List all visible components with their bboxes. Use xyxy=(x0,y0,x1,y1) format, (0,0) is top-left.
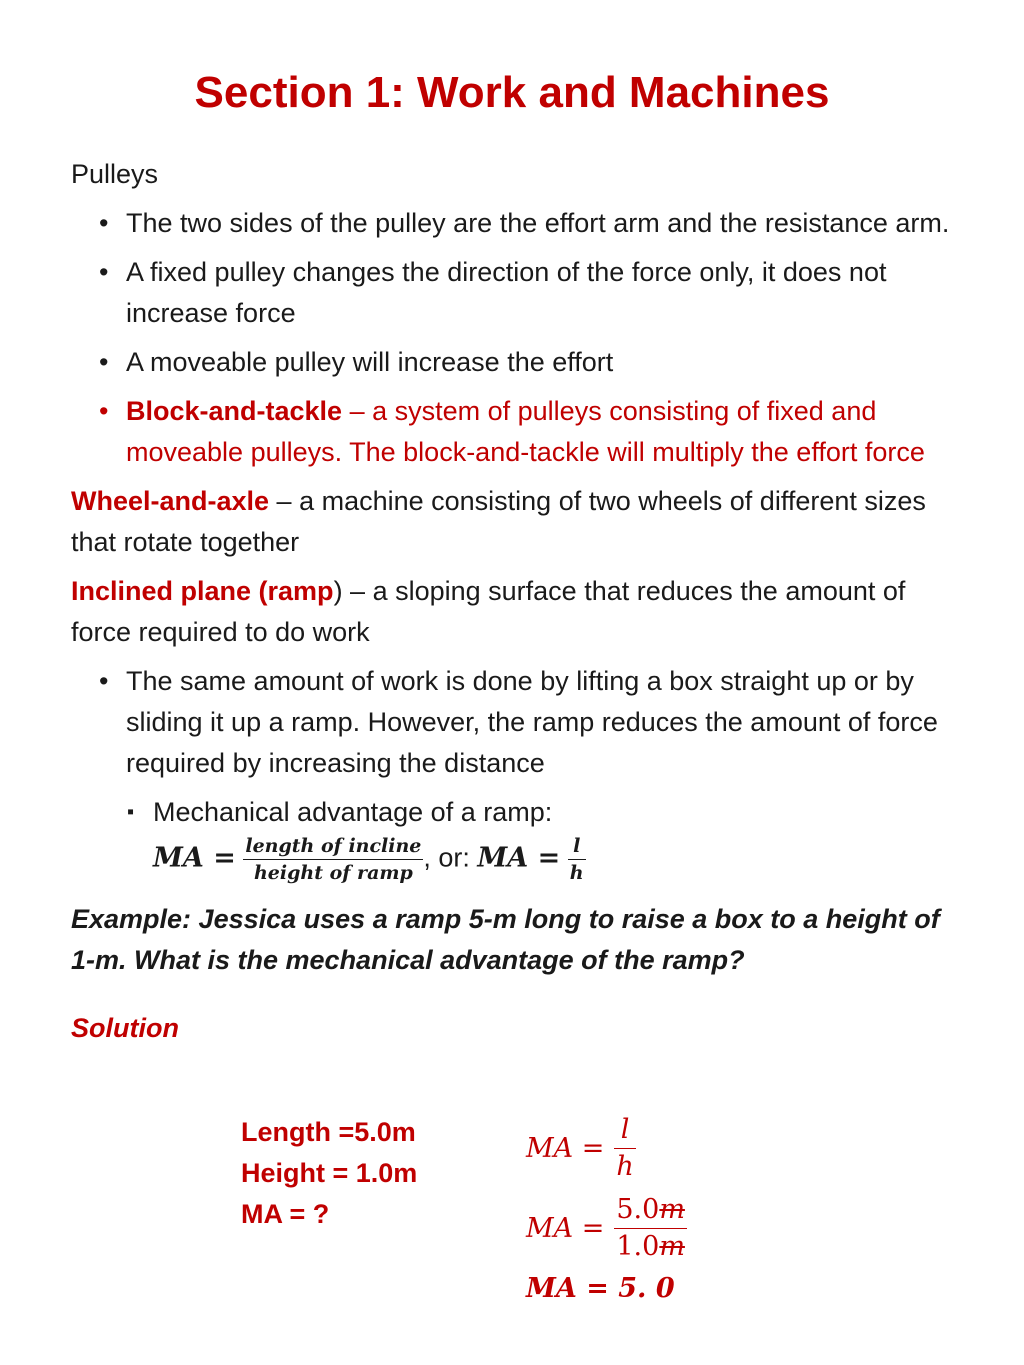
step2-numerator-value: 5.0 xyxy=(616,1193,660,1225)
step2-numerator xyxy=(614,1192,687,1229)
list-item: • A moveable pulley will increase the effort xyxy=(71,342,971,383)
formula-numerator: length of incline xyxy=(243,833,423,860)
formula-fraction xyxy=(243,833,423,886)
step1-lhs: MA = xyxy=(526,1132,605,1164)
list-item-block-and-tackle xyxy=(71,391,971,473)
given-ma: MA = ? xyxy=(241,1199,330,1229)
step2-fraction xyxy=(614,1192,687,1265)
list-item: • A fixed pulley changes the direction of the force only, it does not increase force xyxy=(71,252,971,334)
given-height: Height = 1.0m xyxy=(241,1158,418,1188)
step1-denominator: h xyxy=(616,1150,634,1182)
term-wheel-and-axle: Wheel-and-axle xyxy=(71,486,270,516)
solution-steps xyxy=(526,1108,687,1308)
step1-fraction xyxy=(614,1112,635,1185)
step2-denominator-unit: m xyxy=(659,1230,685,1262)
ramp-ma-formula xyxy=(153,833,971,895)
list-item: • The two sides of the pulley are the effort arm and the resistance arm. xyxy=(71,203,971,244)
formula-lhs-short: MA = xyxy=(477,842,561,874)
given-values xyxy=(241,1112,417,1235)
formula-numerator-short: l xyxy=(568,833,586,860)
wheel-and-axle-paragraph xyxy=(71,481,971,563)
step2-lhs: MA = xyxy=(526,1212,605,1244)
slide-content xyxy=(71,154,971,1076)
step2-numerator-unit: m xyxy=(659,1193,685,1225)
solution-step-1 xyxy=(526,1108,687,1188)
formula-denominator: height of ramp xyxy=(253,862,413,884)
term-block-and-tackle: Block-and-tackle xyxy=(126,396,343,426)
solution-label: Solution xyxy=(71,1013,179,1043)
definition-block-and-tackle: – a system of pulleys consisting of fixed and moveable pulleys. The block-and-tackle will multiply the effort force xyxy=(126,396,925,467)
definition-inclined-plane: ) – a sloping surface that reduces the amount of force required to do work xyxy=(71,576,906,647)
inclined-plane-paragraph xyxy=(71,571,971,653)
pulleys-heading: Pulleys xyxy=(71,159,159,189)
term-inclined-plane: Inclined plane (ramp xyxy=(71,576,334,606)
solution-step-2 xyxy=(526,1188,687,1268)
step1-numerator: l xyxy=(614,1112,635,1149)
formula-fraction-short xyxy=(568,833,586,886)
list-item: • The same amount of work is done by lifting a box straight up or by sliding it up a ramp. However, the ramp reduces the amount of force required by increasing the distance xyxy=(71,661,971,784)
example-question: Example: Jessica uses a ramp 5-m long to raise a box to a height of 1-m. What is the mechanical advantage of the ramp? xyxy=(71,904,940,975)
sub-item-mechanical-advantage: ▪ Mechanical advantage of a ramp: xyxy=(71,792,971,833)
formula-lhs: MA = xyxy=(153,842,236,874)
solution-result: MA = 5. 0 xyxy=(526,1272,675,1304)
given-length: Length =5.0m xyxy=(241,1117,416,1147)
page-title: Section 1: Work and Machines xyxy=(194,68,830,117)
formula-or: , or: xyxy=(423,842,478,873)
step2-denominator xyxy=(614,1229,687,1265)
definition-wheel-and-axle: – a machine consisting of two wheels of different sizes that rotate together xyxy=(71,486,926,557)
formula-denominator-short: h xyxy=(569,862,584,884)
step2-denominator-value: 1.0 xyxy=(616,1230,660,1262)
